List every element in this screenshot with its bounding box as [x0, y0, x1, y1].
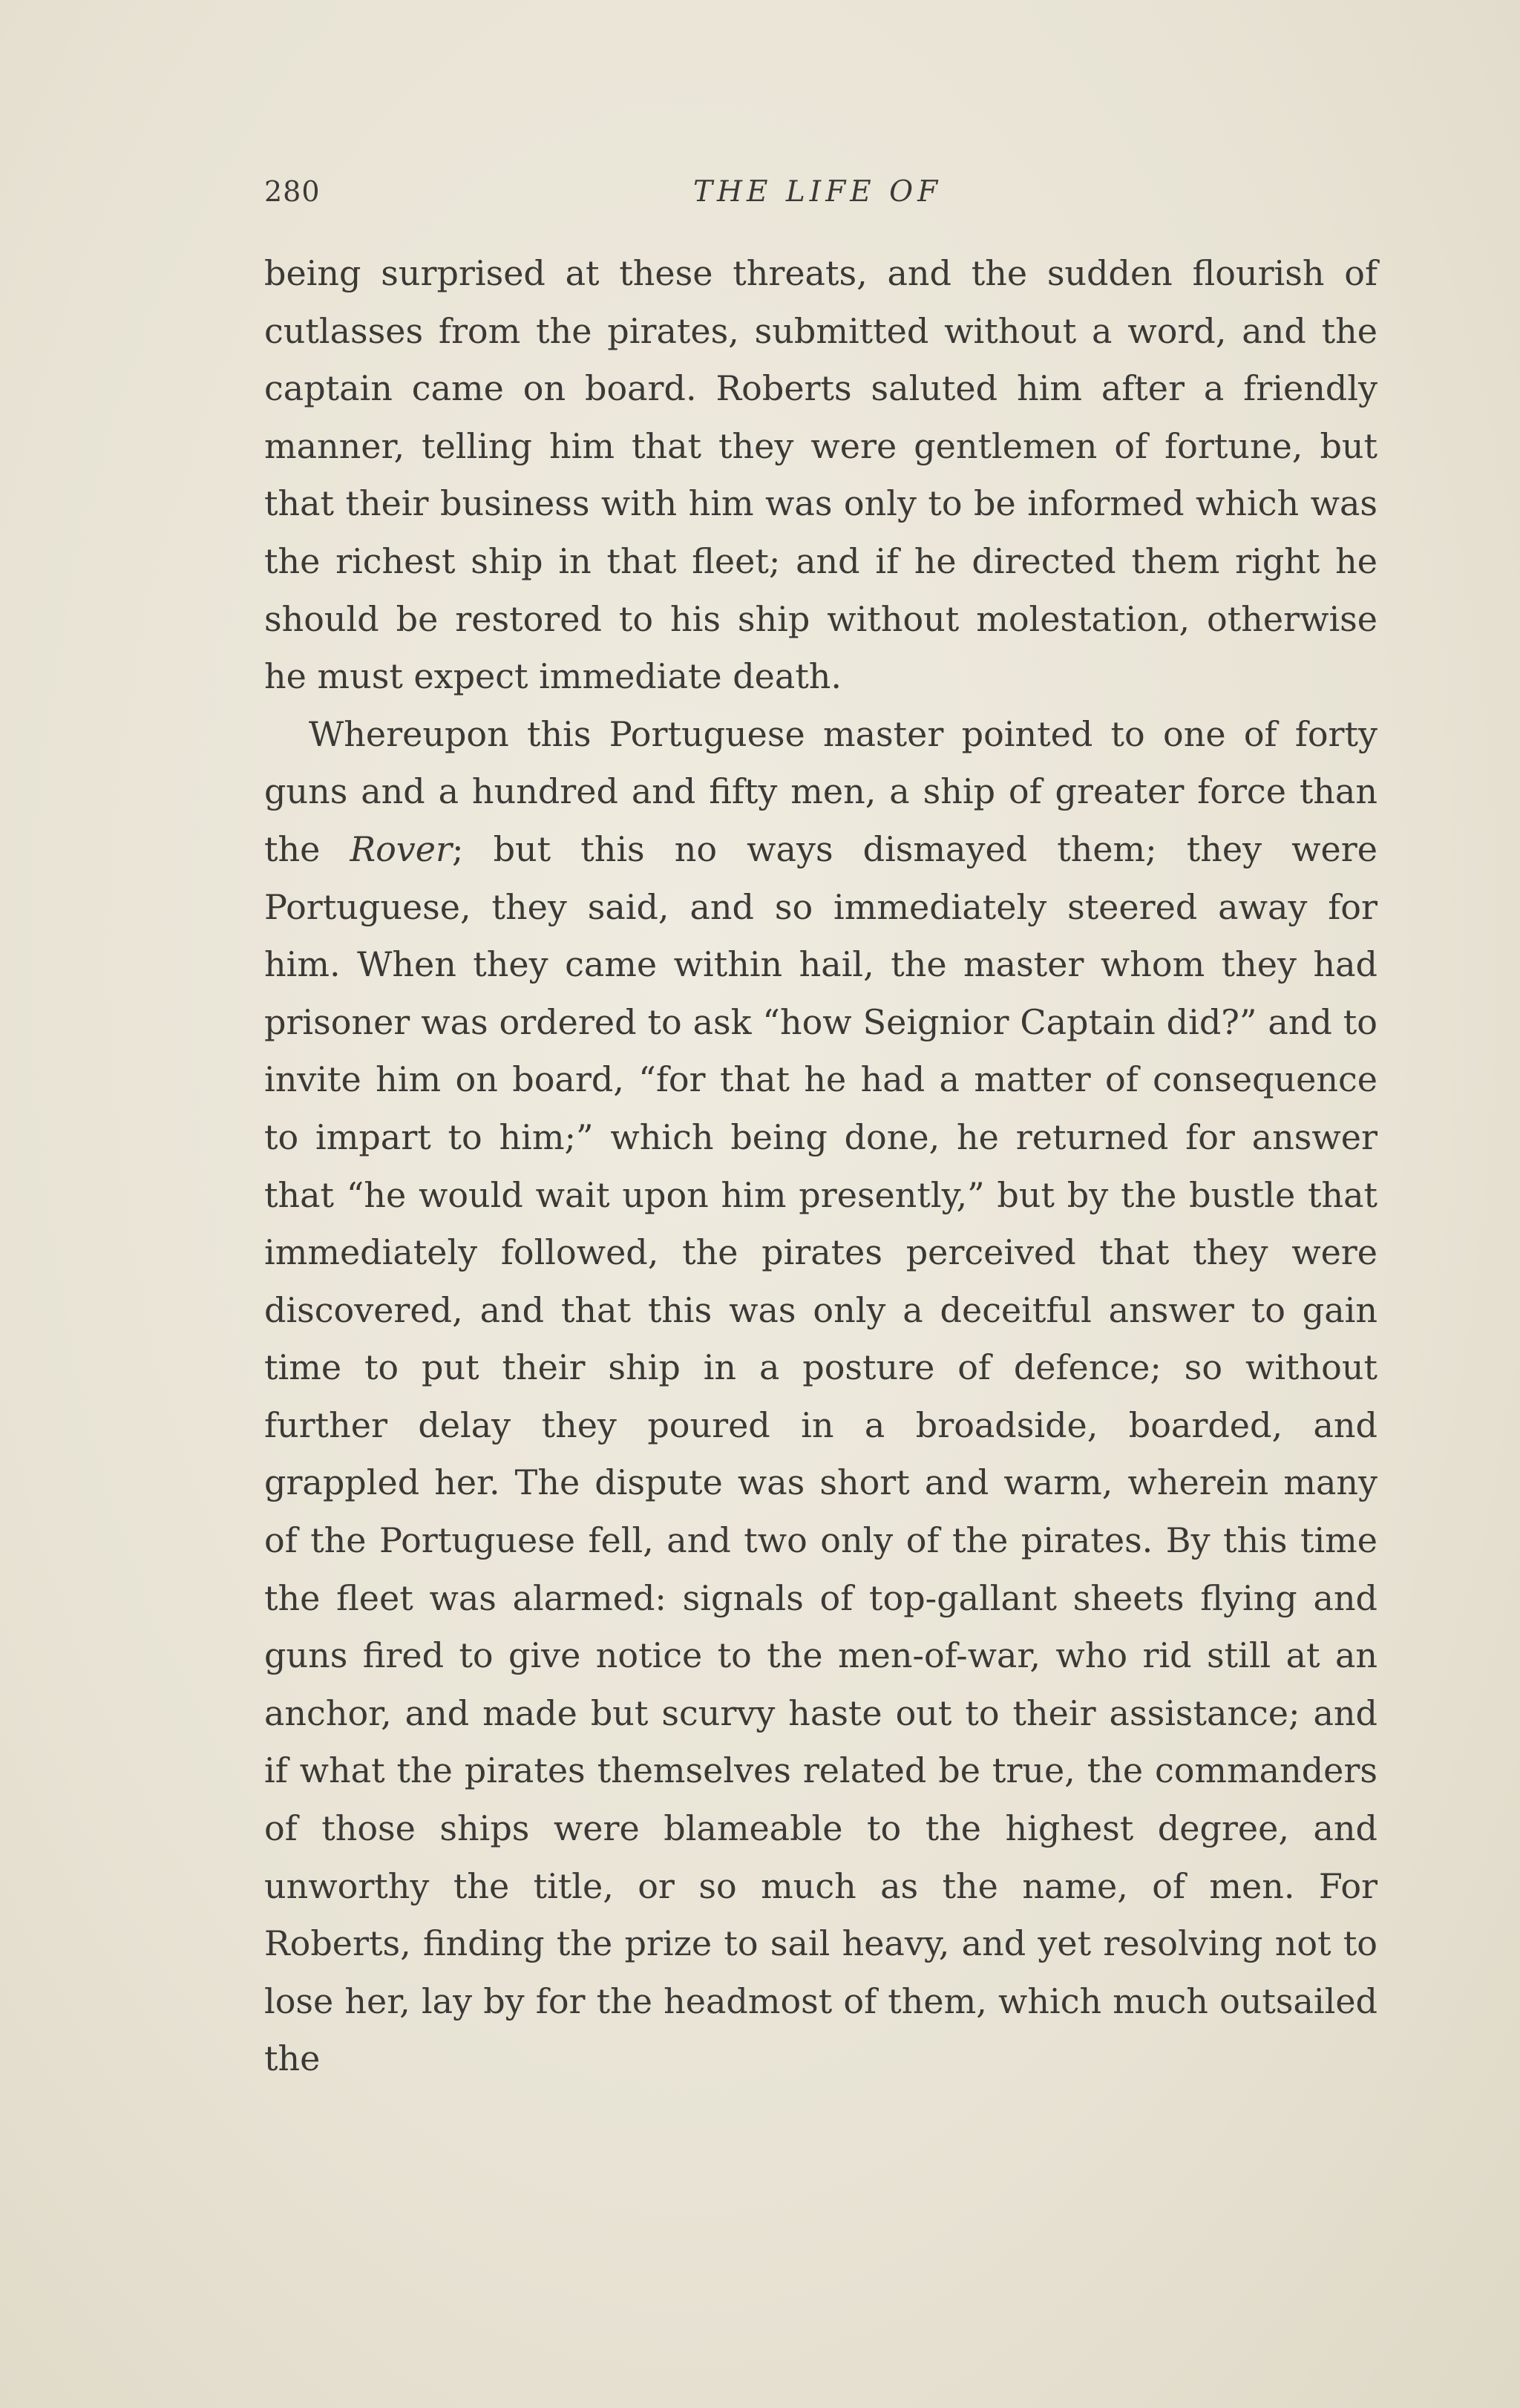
- body-text: [264, 245, 1378, 2088]
- paragraph-1: being surprised at these threats, and the sudden flourish of cutlasses from the pirates, submitted without a word, and the captain came on board. Roberts saluted him after a friendly manner, telling him that they were gentlemen of fortune, but that their business with him was only to be informed which was the richest ship in that fleet; and if he directed them right he should be restored to his ship without molestation, otherwise he must expect immediate death.: [264, 253, 1378, 697]
- ship-name: Rover: [350, 828, 452, 869]
- page-header: [264, 175, 1378, 227]
- paragraph-2-text-start: Whereupon this Portuguese master pointed to one of forty guns and a hundred and fifty men, a ship of greater force than the: [264, 713, 1378, 869]
- page-number: 280: [264, 175, 321, 208]
- paragraph-2: [264, 706, 1378, 2088]
- running-title: THE LIFE OF: [693, 175, 943, 209]
- paragraph-2-text-rest: ; but this no ways dismayed them; they were Portuguese, they said, and so immediately steered away for him. When they came within hail, the master whom they had prisoner was ordered to ask “how Seignior Captain did?” and to invite him on board, “for that he had a matter of consequence to impart to him;” which being done, he returned for answer that “he would wait upon him presently,” but by the bustle that immediately followed, the pirates perceived that they were discovered, and that this was only a deceitful answer to gain time to put their ship in a posture of defence; so without further delay they poured in a broadside, boarded, and grappled her. The dispute was short and warm, wherein many of the Portuguese fell, and two only of the pirates. By this time the fleet was alarmed: signals of top-gallant sheets flying and guns fired to give notice to the men-of-war, who rid still at an anchor, and made but scurvy haste out to their assistance; and if what the pirates themselves related be true, the commanders of those ships were blameable to the highest degree, and unworthy the title, or so much as the name, of men. For Roberts, finding the prize to sail heavy, and yet resolving not to lose her, lay by for the headmost of them, which much outsailed the: [264, 828, 1378, 2079]
